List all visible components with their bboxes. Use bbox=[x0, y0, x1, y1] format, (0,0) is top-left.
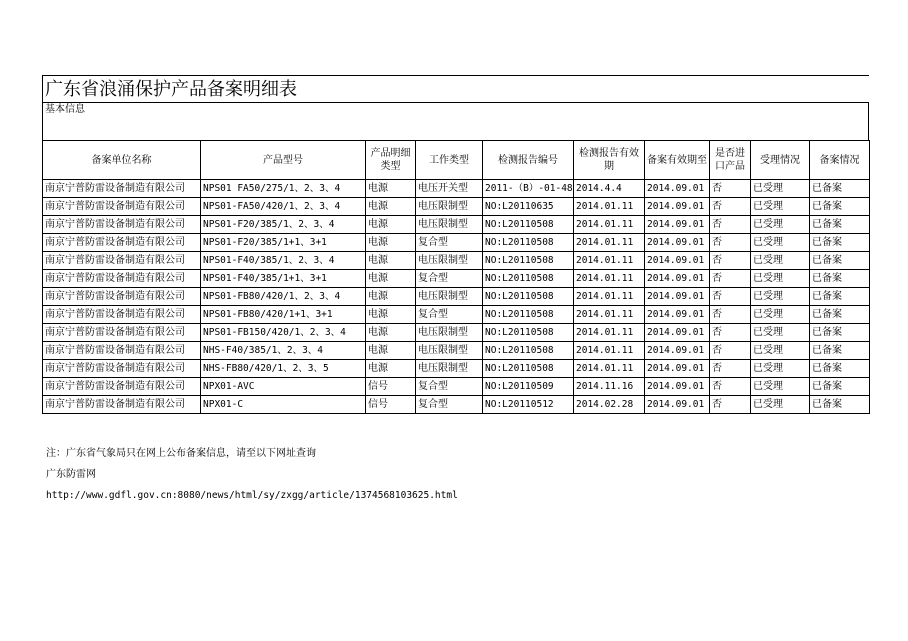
cell-imported: 否 bbox=[710, 288, 751, 306]
table-row bbox=[43, 198, 870, 216]
cell-filing-status: 已备案 bbox=[810, 360, 870, 378]
table-row bbox=[43, 306, 870, 324]
cell-work-type: 复合型 bbox=[416, 378, 483, 396]
cell-filing-validity: 2014.09.01 bbox=[645, 270, 710, 288]
cell-work-type: 复合型 bbox=[416, 270, 483, 288]
table-row bbox=[43, 342, 870, 360]
filing-sheet bbox=[42, 75, 869, 414]
cell-detail-type: 电源 bbox=[366, 288, 416, 306]
cell-model: NPS01-FB150/420/1、2、3、4 bbox=[201, 324, 366, 342]
cell-filing-status: 已备案 bbox=[810, 306, 870, 324]
cell-work-type: 电压限制型 bbox=[416, 324, 483, 342]
cell-report-validity: 2014.01.11 bbox=[574, 288, 645, 306]
cell-report-no: NO:L20110508 bbox=[483, 342, 574, 360]
cell-work-type: 电压限制型 bbox=[416, 216, 483, 234]
cell-filing-validity: 2014.09.01 bbox=[645, 288, 710, 306]
cell-model: NHS-F40/385/1、2、3、4 bbox=[201, 342, 366, 360]
cell-acceptance: 已受理 bbox=[751, 306, 810, 324]
cell-filing-status: 已备案 bbox=[810, 216, 870, 234]
cell-report-no: NO:L20110508 bbox=[483, 234, 574, 252]
col-header-filing-status: 备案情况 bbox=[810, 141, 870, 180]
cell-filing-validity: 2014.09.01 bbox=[645, 396, 710, 414]
cell-imported: 否 bbox=[710, 216, 751, 234]
cell-imported: 否 bbox=[710, 324, 751, 342]
col-header-work-type: 工作类型 bbox=[416, 141, 483, 180]
cell-detail-type: 信号 bbox=[366, 396, 416, 414]
col-header-imported: 是否进口产品 bbox=[710, 141, 751, 180]
cell-unit: 南京宁普防雷设备制造有限公司 bbox=[43, 288, 201, 306]
cell-detail-type: 电源 bbox=[366, 324, 416, 342]
sheet-title: 广东省浪涌保护产品备案明细表 bbox=[42, 75, 869, 102]
note-site-name: 广东防雷网 bbox=[46, 469, 96, 480]
col-header-report-validity: 检测报告有效期 bbox=[574, 141, 645, 180]
cell-model: NPS01-F40/385/1+1、3+1 bbox=[201, 270, 366, 288]
cell-report-validity: 2014.01.11 bbox=[574, 360, 645, 378]
cell-report-validity: 2014.01.11 bbox=[574, 252, 645, 270]
cell-detail-type: 电源 bbox=[366, 216, 416, 234]
cell-filing-validity: 2014.09.01 bbox=[645, 306, 710, 324]
cell-model: NHS-FB80/420/1、2、3、5 bbox=[201, 360, 366, 378]
cell-report-no: NO:L20110508 bbox=[483, 324, 574, 342]
cell-imported: 否 bbox=[710, 342, 751, 360]
cell-work-type: 电压限制型 bbox=[416, 252, 483, 270]
cell-filing-validity: 2014.09.01 bbox=[645, 360, 710, 378]
notes-block bbox=[46, 447, 458, 510]
cell-acceptance: 已受理 bbox=[751, 180, 810, 198]
cell-detail-type: 电源 bbox=[366, 270, 416, 288]
cell-report-validity: 2014.01.11 bbox=[574, 270, 645, 288]
cell-imported: 否 bbox=[710, 234, 751, 252]
cell-work-type: 复合型 bbox=[416, 234, 483, 252]
col-header-filing-validity: 备案有效期至 bbox=[645, 141, 710, 180]
table-row bbox=[43, 396, 870, 414]
table-row bbox=[43, 324, 870, 342]
cell-detail-type: 电源 bbox=[366, 360, 416, 378]
col-header-report-no: 检测报告编号 bbox=[483, 141, 574, 180]
cell-report-no: NO:L20110509 bbox=[483, 378, 574, 396]
cell-report-no: NO:L20110635 bbox=[483, 198, 574, 216]
cell-acceptance: 已受理 bbox=[751, 234, 810, 252]
cell-work-type: 电压限制型 bbox=[416, 198, 483, 216]
col-header-detail-type: 产品明细类型 bbox=[366, 141, 416, 180]
cell-report-no: NO:L20110508 bbox=[483, 288, 574, 306]
cell-imported: 否 bbox=[710, 180, 751, 198]
cell-work-type: 电压限制型 bbox=[416, 360, 483, 378]
cell-report-validity: 2014.02.28 bbox=[574, 396, 645, 414]
cell-unit: 南京宁普防雷设备制造有限公司 bbox=[43, 396, 201, 414]
cell-imported: 否 bbox=[710, 252, 751, 270]
table-row bbox=[43, 378, 870, 396]
cell-report-validity: 2014.11.16 bbox=[574, 378, 645, 396]
cell-filing-validity: 2014.09.01 bbox=[645, 324, 710, 342]
note-text: 注：广东省气象局只在网上公布备案信息，请至以下网址查询 bbox=[46, 448, 316, 459]
cell-report-no: NO:L20110508 bbox=[483, 360, 574, 378]
cell-filing-status: 已备案 bbox=[810, 198, 870, 216]
cell-acceptance: 已受理 bbox=[751, 288, 810, 306]
col-header-acceptance: 受理情况 bbox=[751, 141, 810, 180]
cell-acceptance: 已受理 bbox=[751, 252, 810, 270]
cell-report-no: NO:L20110508 bbox=[483, 306, 574, 324]
cell-unit: 南京宁普防雷设备制造有限公司 bbox=[43, 252, 201, 270]
table-row bbox=[43, 180, 870, 198]
table-row bbox=[43, 270, 870, 288]
cell-model: NPS01-F20/385/1、2、3、4 bbox=[201, 216, 366, 234]
table-header-row bbox=[43, 141, 870, 180]
cell-model: NPS01-FA50/420/1、2、3、4 bbox=[201, 198, 366, 216]
cell-filing-status: 已备案 bbox=[810, 324, 870, 342]
cell-acceptance: 已受理 bbox=[751, 396, 810, 414]
cell-model: NPS01 FA50/275/1、2、3、4 bbox=[201, 180, 366, 198]
cell-unit: 南京宁普防雷设备制造有限公司 bbox=[43, 234, 201, 252]
cell-detail-type: 电源 bbox=[366, 198, 416, 216]
cell-detail-type: 电源 bbox=[366, 252, 416, 270]
cell-unit: 南京宁普防雷设备制造有限公司 bbox=[43, 378, 201, 396]
cell-acceptance: 已受理 bbox=[751, 324, 810, 342]
cell-model: NPS01-FB80/420/1、2、3、4 bbox=[201, 288, 366, 306]
table-row bbox=[43, 360, 870, 378]
cell-report-validity: 2014.01.11 bbox=[574, 306, 645, 324]
cell-report-validity: 2014.01.11 bbox=[574, 234, 645, 252]
table-row bbox=[43, 216, 870, 234]
cell-detail-type: 电源 bbox=[366, 234, 416, 252]
cell-report-no: NO:L20110512 bbox=[483, 396, 574, 414]
note-url-link[interactable]: http://www.gdfl.gov.cn:8080/news/html/sy/zxgg/article/1374568103625.html bbox=[46, 490, 458, 501]
cell-filing-validity: 2014.09.01 bbox=[645, 342, 710, 360]
cell-acceptance: 已受理 bbox=[751, 378, 810, 396]
cell-unit: 南京宁普防雷设备制造有限公司 bbox=[43, 180, 201, 198]
cell-filing-status: 已备案 bbox=[810, 288, 870, 306]
cell-model: NPS01-FB80/420/1+1、3+1 bbox=[201, 306, 366, 324]
cell-filing-status: 已备案 bbox=[810, 180, 870, 198]
table-row bbox=[43, 288, 870, 306]
cell-model: NPX01-C bbox=[201, 396, 366, 414]
cell-report-no: NO:L20110508 bbox=[483, 216, 574, 234]
filing-table bbox=[42, 140, 870, 414]
table-row bbox=[43, 252, 870, 270]
cell-filing-status: 已备案 bbox=[810, 342, 870, 360]
cell-report-validity: 2014.01.11 bbox=[574, 198, 645, 216]
cell-acceptance: 已受理 bbox=[751, 216, 810, 234]
cell-filing-validity: 2014.09.01 bbox=[645, 216, 710, 234]
cell-report-no: 2011-（B）-01-48 bbox=[483, 180, 574, 198]
cell-report-validity: 2014.4.4 bbox=[574, 180, 645, 198]
cell-detail-type: 电源 bbox=[366, 342, 416, 360]
cell-acceptance: 已受理 bbox=[751, 342, 810, 360]
cell-imported: 否 bbox=[710, 270, 751, 288]
cell-acceptance: 已受理 bbox=[751, 198, 810, 216]
cell-work-type: 电压开关型 bbox=[416, 180, 483, 198]
cell-filing-validity: 2014.09.01 bbox=[645, 180, 710, 198]
cell-unit: 南京宁普防雷设备制造有限公司 bbox=[43, 342, 201, 360]
cell-filing-status: 已备案 bbox=[810, 252, 870, 270]
cell-filing-status: 已备案 bbox=[810, 234, 870, 252]
cell-work-type: 复合型 bbox=[416, 396, 483, 414]
cell-imported: 否 bbox=[710, 396, 751, 414]
cell-imported: 否 bbox=[710, 306, 751, 324]
cell-unit: 南京宁普防雷设备制造有限公司 bbox=[43, 324, 201, 342]
cell-report-validity: 2014.01.11 bbox=[574, 324, 645, 342]
cell-acceptance: 已受理 bbox=[751, 270, 810, 288]
table-row bbox=[43, 234, 870, 252]
cell-detail-type: 电源 bbox=[366, 180, 416, 198]
cell-model: NPS01-F20/385/1+1、3+1 bbox=[201, 234, 366, 252]
cell-filing-validity: 2014.09.01 bbox=[645, 252, 710, 270]
cell-report-no: NO:L20110508 bbox=[483, 252, 574, 270]
cell-filing-status: 已备案 bbox=[810, 270, 870, 288]
cell-unit: 南京宁普防雷设备制造有限公司 bbox=[43, 270, 201, 288]
cell-work-type: 电压限制型 bbox=[416, 342, 483, 360]
cell-acceptance: 已受理 bbox=[751, 360, 810, 378]
cell-report-validity: 2014.01.11 bbox=[574, 342, 645, 360]
cell-filing-validity: 2014.09.01 bbox=[645, 234, 710, 252]
cell-model: NPS01-F40/385/1、2、3、4 bbox=[201, 252, 366, 270]
cell-unit: 南京宁普防雷设备制造有限公司 bbox=[43, 360, 201, 378]
cell-detail-type: 电源 bbox=[366, 306, 416, 324]
cell-detail-type: 信号 bbox=[366, 378, 416, 396]
cell-filing-status: 已备案 bbox=[810, 396, 870, 414]
cell-imported: 否 bbox=[710, 378, 751, 396]
col-header-unit: 备案单位名称 bbox=[43, 141, 201, 180]
cell-model: NPX01-AVC bbox=[201, 378, 366, 396]
cell-work-type: 复合型 bbox=[416, 306, 483, 324]
cell-unit: 南京宁普防雷设备制造有限公司 bbox=[43, 216, 201, 234]
cell-work-type: 电压限制型 bbox=[416, 288, 483, 306]
col-header-model: 产品型号 bbox=[201, 141, 366, 180]
cell-report-validity: 2014.01.11 bbox=[574, 216, 645, 234]
cell-imported: 否 bbox=[710, 360, 751, 378]
cell-imported: 否 bbox=[710, 198, 751, 216]
cell-filing-validity: 2014.09.01 bbox=[645, 198, 710, 216]
cell-unit: 南京宁普防雷设备制造有限公司 bbox=[43, 198, 201, 216]
section-label-basic-info: 基本信息 bbox=[42, 102, 869, 140]
cell-unit: 南京宁普防雷设备制造有限公司 bbox=[43, 306, 201, 324]
cell-report-no: NO:L20110508 bbox=[483, 270, 574, 288]
cell-filing-validity: 2014.09.01 bbox=[645, 378, 710, 396]
cell-filing-status: 已备案 bbox=[810, 378, 870, 396]
